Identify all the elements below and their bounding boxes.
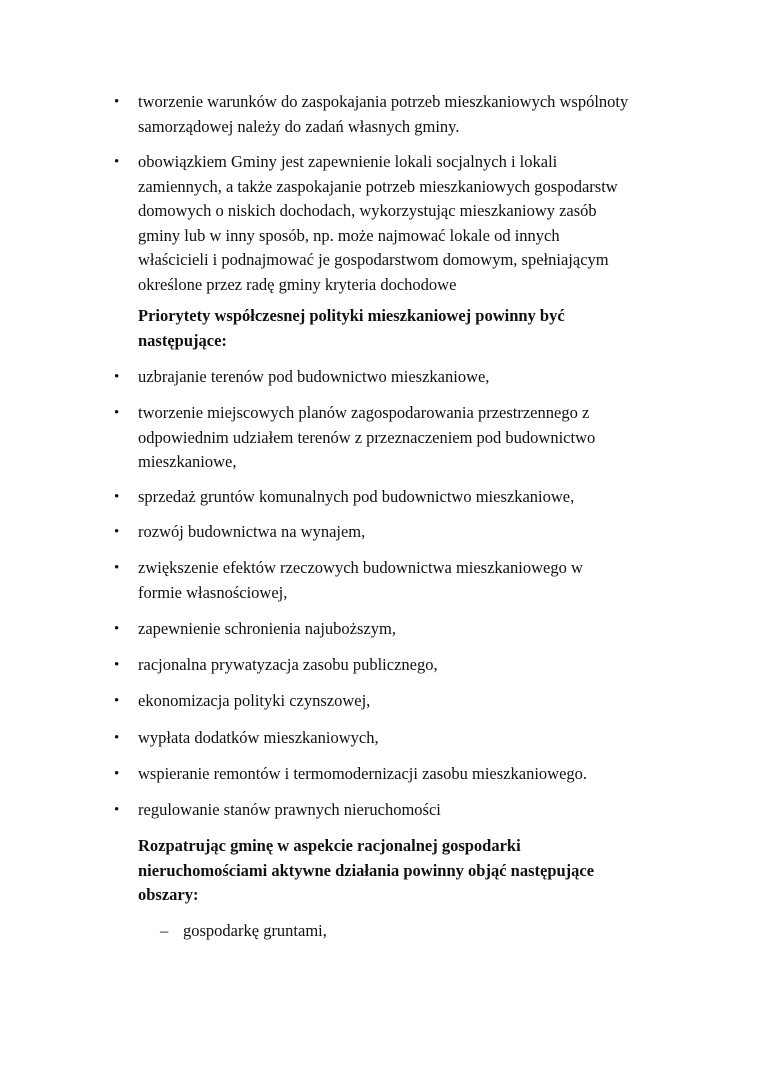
intro-bullet-item (114, 150, 674, 297)
text-line: odpowiednim udziałem terenów z przeznaczeniem pod budownictwo (138, 427, 596, 447)
text-line: sprzedaż gruntów komunalnych pod budownictwo mieszkaniowe, (138, 487, 575, 506)
text-line: gospodarkę gruntami, (183, 921, 327, 940)
dash-marker: – (160, 921, 169, 940)
text-line: regulowanie stanów prawnych nieruchomości (138, 800, 441, 819)
priority-bullet-item (114, 798, 674, 823)
bullet-text (138, 485, 674, 510)
text-line: ekonomizacja polityki czynszowej, (138, 691, 371, 710)
heading-line: obszary: (138, 885, 199, 904)
bullet-marker: • (114, 802, 120, 818)
priority-bullet-item (114, 556, 674, 605)
bullet-text (138, 689, 674, 714)
priority-bullet-item (114, 365, 674, 390)
bullet-marker: • (114, 489, 120, 505)
text-line: wspieranie remontów i termomodernizacji zasobu mieszkaniowego. (138, 764, 588, 783)
bullet-marker: • (114, 693, 120, 709)
text-line: formie własnościowej, (138, 582, 288, 602)
text-line: zapewnienie schronienia najuboższym, (138, 619, 396, 638)
bullet-marker: • (114, 621, 120, 637)
text-line: właścicieli i podnajmować je gospodarstwom domowym, spełniającym (138, 250, 609, 269)
priority-bullet-item (114, 485, 674, 510)
areas-heading (138, 834, 648, 908)
bullet-text (138, 798, 674, 823)
heading-line: następujące: (138, 330, 227, 350)
area-dash-item (160, 919, 640, 944)
dash-text (183, 919, 640, 944)
bullet-text (138, 401, 674, 475)
text-line: samorządowej należy do zadań własnych gminy. (138, 116, 460, 136)
priority-bullet-item (114, 617, 674, 642)
bullet-text (138, 520, 674, 545)
bullet-marker: • (114, 657, 120, 673)
bullet-text (138, 726, 674, 751)
bullet-text (138, 653, 674, 678)
heading-line: Priorytety współczesnej polityki mieszkaniowej powinny być (138, 306, 565, 325)
bullet-marker: • (114, 766, 120, 782)
heading-line: nieruchomościami aktywne działania powinny objąć następujące (138, 860, 595, 880)
text-line: domowych o niskich dochodach, wykorzystując mieszkaniowy zasób (138, 201, 597, 220)
bullet-text (138, 617, 674, 642)
bullet-marker: • (114, 154, 120, 170)
text-line: uzbrajanie terenów pod budownictwo mieszkaniowe, (138, 367, 490, 386)
intro-bullet-item (114, 90, 674, 139)
priority-bullet-item (114, 520, 674, 545)
bullet-marker: • (114, 405, 120, 421)
priority-bullet-item (114, 762, 674, 787)
text-line: racjonalna prywatyzacja zasobu publicznego, (138, 655, 438, 674)
text-line: tworzenie miejscowych planów zagospodarowania przestrzennego z (138, 403, 590, 422)
priorities-heading (138, 304, 648, 353)
priority-bullet-item (114, 726, 674, 751)
bullet-marker: • (114, 94, 120, 110)
text-line: obowiązkiem Gminy jest zapewnienie lokali socjalnych i lokali (138, 152, 558, 171)
text-line: tworzenie warunków do zaspokajania potrzeb mieszkaniowych wspólnoty (138, 92, 629, 111)
text-line: zwiększenie efektów rzeczowych budownictwa mieszkaniowego w (138, 558, 583, 577)
priority-bullet-item (114, 401, 674, 475)
bullet-marker: • (114, 369, 120, 385)
priority-bullet-item (114, 689, 674, 714)
bullet-text (138, 365, 674, 390)
bullet-text (138, 150, 674, 297)
text-line: określone przez radę gminy kryteria dochodowe (138, 274, 457, 294)
text-line: rozwój budownictwa na wynajem, (138, 522, 366, 541)
bullet-marker: • (114, 524, 120, 540)
bullet-text (138, 90, 674, 139)
heading-line: Rozpatrując gminę w aspekcie racjonalnej gospodarki (138, 836, 521, 855)
text-line: gminy lub w inny sposób, np. może najmować lokale od innych (138, 225, 560, 245)
bullet-marker: • (114, 560, 120, 576)
text-line: zamiennych, a także zaspokajanie potrzeb mieszkaniowych gospodarstw (138, 176, 618, 196)
text-line: mieszkaniowe, (138, 452, 237, 471)
priority-bullet-item (114, 653, 674, 678)
bullet-text (138, 556, 674, 605)
text-line: wypłata dodatków mieszkaniowych, (138, 728, 379, 747)
bullet-marker: • (114, 730, 120, 746)
bullet-text (138, 762, 674, 787)
